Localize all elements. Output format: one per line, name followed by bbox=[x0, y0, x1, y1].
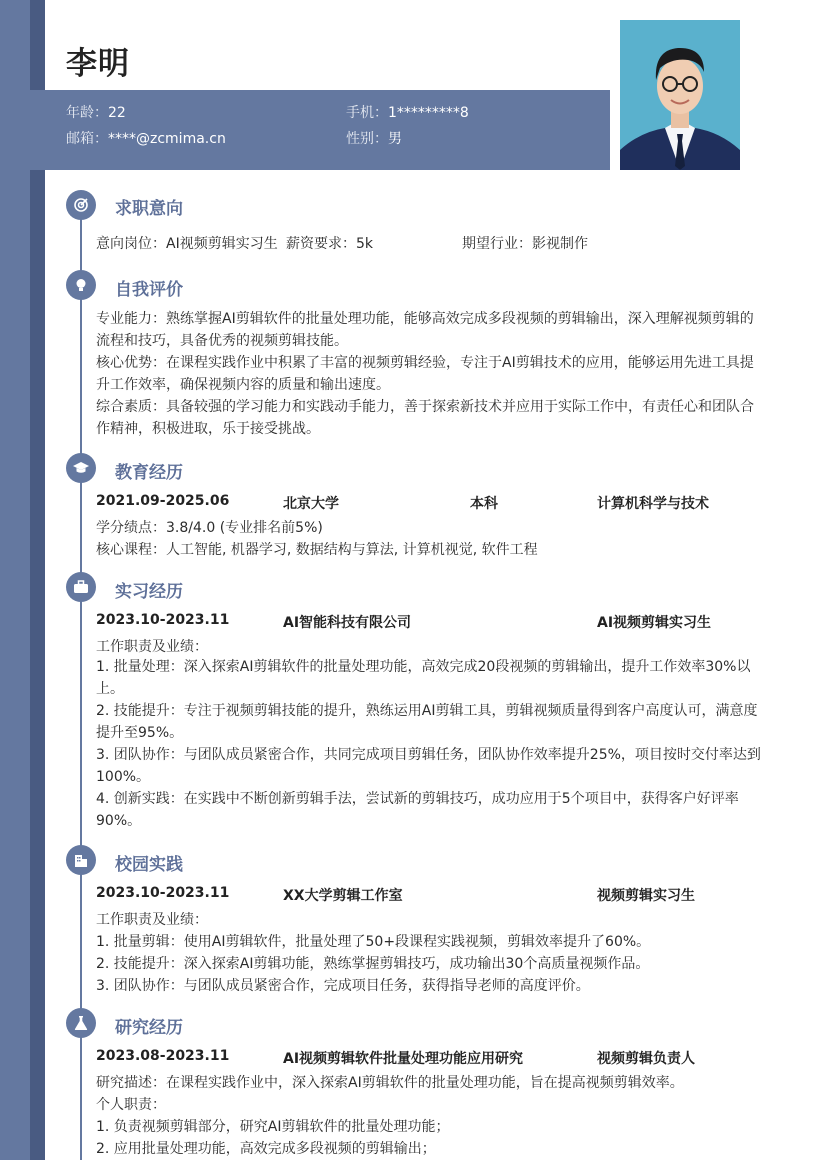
internship-company: AI智能科技有限公司 bbox=[283, 615, 412, 631]
section-title-research: 研究经历 bbox=[115, 1018, 183, 1038]
flask-icon bbox=[66, 1008, 96, 1038]
objective-industry: 期望行业：影视制作 bbox=[462, 236, 588, 252]
campus-item: 2. 技能提升：深入探索AI剪辑功能，熟练掌握剪辑技巧，成功输出30个高质量视频作品。 bbox=[96, 956, 650, 972]
gender-label: 性别： bbox=[346, 131, 388, 147]
building-icon bbox=[66, 845, 96, 875]
self-eval-core: 核心优势：在课程实践作业中积累了丰富的视频剪辑经验，专注于AI剪辑技术的应用，能够运用先进工具提升工作效率，确保视频内容的质量和输出速度。 bbox=[96, 355, 754, 393]
research-duty-label: 个人职责： bbox=[96, 1097, 166, 1113]
research-project: AI视频剪辑软件批量处理功能应用研究 bbox=[283, 1051, 524, 1067]
objective-salary: 薪资要求：5k bbox=[286, 236, 374, 252]
research-desc: 研究描述：在课程实践作业中，深入探索AI剪辑软件的批量处理功能，旨在提高视频剪辑效率。 bbox=[96, 1075, 684, 1091]
campus-item: 3. 团队协作：与团队成员紧密合作，完成项目任务，获得指导老师的高度评价。 bbox=[96, 978, 590, 994]
internship-role: AI视频剪辑实习生 bbox=[597, 615, 712, 631]
section-title-self-eval: 自我评价 bbox=[115, 280, 183, 300]
internship-item: 4. 创新实践：在实践中不断创新剪辑手法，尝试新的剪辑技巧，成功应用于5个项目中，获得客户好评率90%。 bbox=[96, 791, 739, 829]
education-gpa: 学分绩点：3.8/4.0 (专业排名前5%) bbox=[96, 520, 323, 536]
section-title-internship: 实习经历 bbox=[115, 582, 183, 602]
briefcase-icon bbox=[66, 572, 96, 602]
internship-item: 3. 团队协作：与团队成员紧密合作，共同完成项目剪辑任务，团队协作效率提升25%，项目按时交付率达到100%。 bbox=[96, 747, 761, 785]
lightbulb-icon bbox=[66, 270, 96, 300]
email-value: ****@zcmima.cn bbox=[108, 131, 226, 147]
section-title-objective: 求职意向 bbox=[115, 199, 183, 219]
research-date: 2023.08-2023.11 bbox=[96, 1048, 230, 1064]
internship-item: 1. 批量处理：深入探索AI剪辑软件的批量处理功能，高效完成20段视频的剪辑输出，提升工作效率30%以上。 bbox=[96, 659, 751, 697]
phone-value: 1*********8 bbox=[388, 105, 469, 121]
objective-position: 意向岗位：AI视频剪辑实习生 bbox=[96, 236, 278, 252]
research-item: 1. 负责视频剪辑部分，研究AI剪辑软件的批量处理功能； bbox=[96, 1119, 450, 1135]
phone-row bbox=[346, 102, 469, 122]
phone-label: 手机： bbox=[346, 105, 388, 121]
gender-value: 男 bbox=[388, 131, 402, 147]
internship-intro: 工作职责及业绩： bbox=[96, 639, 208, 655]
profile-photo bbox=[620, 20, 740, 170]
campus-org: XX大学剪辑工作室 bbox=[283, 888, 403, 904]
age-value: 22 bbox=[108, 105, 126, 121]
campus-date: 2023.10-2023.11 bbox=[96, 885, 230, 901]
self-eval-general: 综合素质：具备较强的学习能力和实践动手能力，善于探索新技术并应用于实际工作中，有责任心和团队合作精神，积极进取，乐于接受挑战。 bbox=[96, 399, 754, 437]
age-row bbox=[66, 102, 126, 122]
campus-role: 视频剪辑实习生 bbox=[597, 888, 695, 904]
graduation-cap-icon bbox=[66, 453, 96, 483]
education-degree: 本科 bbox=[470, 496, 498, 512]
gender-row bbox=[346, 128, 402, 148]
age-label: 年龄： bbox=[66, 105, 108, 121]
section-title-education: 教育经历 bbox=[115, 463, 183, 483]
campus-item: 1. 批量剪辑：使用AI剪辑软件，批量处理了50+段课程实践视频，剪辑效率提升了60%。 bbox=[96, 934, 651, 950]
research-role: 视频剪辑负责人 bbox=[597, 1051, 695, 1067]
section-title-campus: 校园实践 bbox=[115, 855, 183, 875]
email-label: 邮箱： bbox=[66, 131, 108, 147]
education-courses: 核心课程：人工智能, 机器学习, 数据结构与算法, 计算机视觉, 软件工程 bbox=[96, 542, 538, 558]
self-eval-professional: 专业能力：熟练掌握AI剪辑软件的批量处理功能，能够高效完成多段视频的剪辑输出，深入理解视频剪辑的流程和技巧，具备优秀的视频剪辑技能。 bbox=[96, 311, 754, 349]
research-item: 2. 应用批量处理功能，高效完成多段视频的剪辑输出； bbox=[96, 1141, 436, 1157]
campus-intro: 工作职责及业绩： bbox=[96, 912, 208, 928]
education-date: 2021.09-2025.06 bbox=[96, 493, 230, 509]
left-decor-bar bbox=[0, 0, 30, 1160]
candidate-name: 李明 bbox=[66, 46, 130, 82]
internship-item: 2. 技能提升：专注于视频剪辑技能的提升，熟练运用AI剪辑工具，剪辑视频质量得到客户高度认可，满意度提升至95%。 bbox=[96, 703, 758, 741]
education-major: 计算机科学与技术 bbox=[597, 496, 709, 512]
internship-date: 2023.10-2023.11 bbox=[96, 612, 230, 628]
email-row bbox=[66, 128, 226, 148]
left-decor-bar-dark bbox=[30, 0, 45, 1160]
target-icon bbox=[66, 190, 96, 220]
education-school: 北京大学 bbox=[283, 496, 339, 512]
